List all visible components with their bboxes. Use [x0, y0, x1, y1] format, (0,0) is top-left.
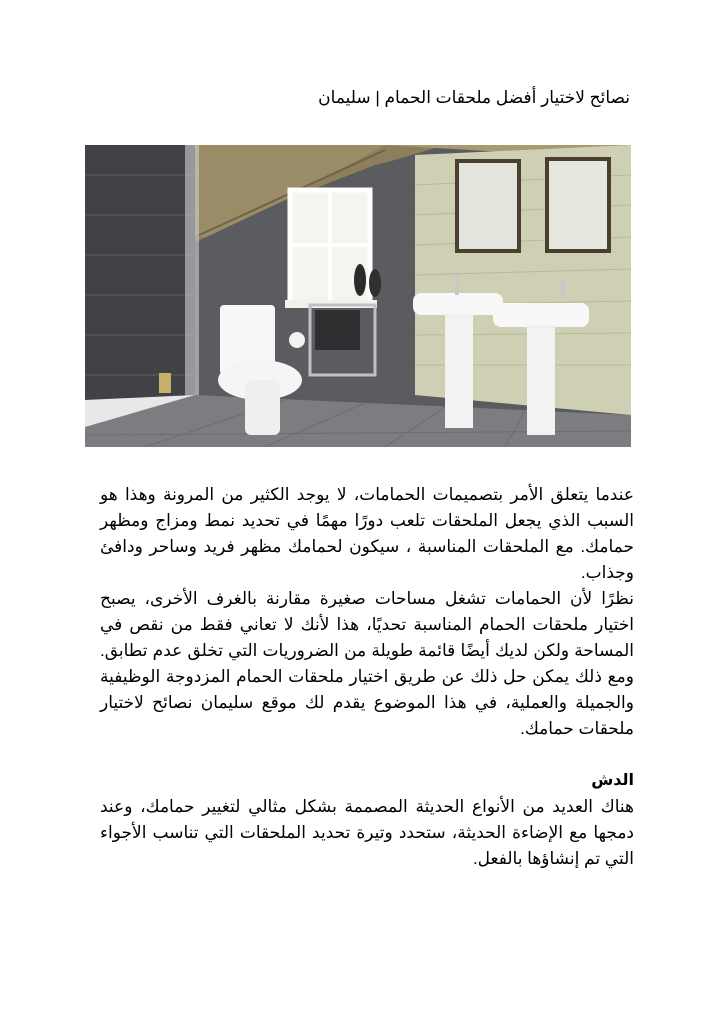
bathroom-photo	[85, 145, 631, 447]
paragraph-intro: عندما يتعلق الأمر بتصميمات الحمامات، لا يوجد الكثير من المرونة وهذا هو السبب الذي يجعل الملحقات تلعب دورًا مهمًا في تحديد نمط ومزاج ومظهر حمامك. مع الملحقات المناسبة ، سيكون لحمامك مظهر فريد وساحر ودافئ وجذاب.	[100, 485, 634, 582]
paragraph-space: نظرًا لأن الحمامات تشغل مساحات صغيرة مقارنة بالغرف الأخرى، يصبح اختيار ملحقات الحمام المناسبة تحديًا، هذا لأنك لا تعاني فقط من نقص في المساحة ولكن لديك أيضًا قائمة طويلة من الضروريات التي تخلق عدم تطابق. ومع ذلك يمكن حل ذلك عن طريق اختيار ملحقات الحمام المزدوجة الوظيفية والجميلة والعملية، في هذا الموضوع يقدم لك موقع سليمان نصائح لاختيار ملحقات حمامك.	[100, 589, 634, 738]
section-heading-shower: الدش	[591, 772, 634, 789]
article-body	[100, 482, 634, 872]
page-title: نصائح لاختيار أفضل ملحقات الحمام | سليمان	[318, 88, 630, 107]
paragraph-shower: هناك العديد من الأنواع الحديثة المصممة بشكل مثالي لتغيير حمامك، وعند دمجها مع الإضاءة الحديثة، ستحدد وتيرة تحديد الملحقات التي تناسب الأجواء التي تم إنشاؤها بالفعل.	[100, 797, 634, 868]
